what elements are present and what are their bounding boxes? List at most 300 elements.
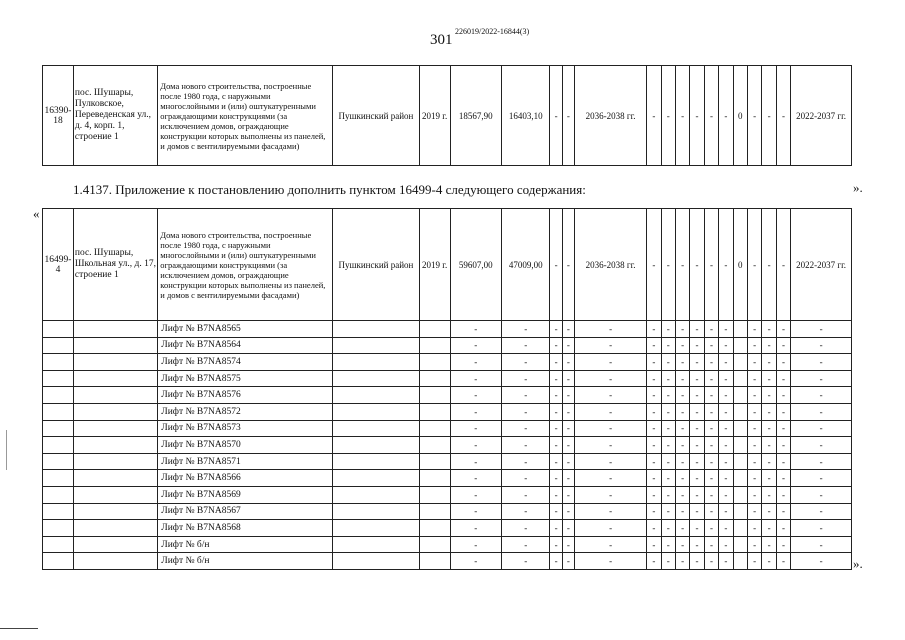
dash-cell: - xyxy=(647,209,661,321)
dash-cell: - xyxy=(675,387,689,404)
dash-cell: - xyxy=(661,520,675,537)
table-row xyxy=(43,536,852,553)
empty-cell xyxy=(43,403,74,420)
lift-label: Лифт № B7NA8576 xyxy=(158,387,333,404)
dash-cell: - xyxy=(791,370,852,387)
empty-cell xyxy=(43,486,74,503)
empty-cell xyxy=(73,420,157,437)
empty-cell xyxy=(43,437,74,454)
dash-cell: - xyxy=(675,337,689,354)
dash-cell: - xyxy=(690,370,704,387)
dash-cell: - xyxy=(791,470,852,487)
dash-cell: - xyxy=(661,209,675,321)
dash-cell: - xyxy=(762,354,776,371)
empty-cell xyxy=(73,437,157,454)
dash-cell: - xyxy=(562,209,574,321)
empty-cell xyxy=(419,403,450,420)
empty-cell xyxy=(333,387,419,404)
dash-cell: - xyxy=(675,503,689,520)
empty-cell xyxy=(733,420,747,437)
dash-cell: - xyxy=(562,337,574,354)
dash-cell: - xyxy=(502,470,550,487)
entry-range: 2022-2037 гг. xyxy=(791,209,852,321)
empty-cell xyxy=(43,420,74,437)
dash-cell: - xyxy=(502,553,550,570)
page-number: 301 xyxy=(430,32,453,48)
empty-cell xyxy=(73,337,157,354)
dash-cell: - xyxy=(776,420,790,437)
dash-cell: - xyxy=(704,354,718,371)
dash-cell: - xyxy=(450,503,501,520)
lift-label: Лифт № B7NA8575 xyxy=(158,370,333,387)
dash-cell: - xyxy=(502,337,550,354)
dash-cell: - xyxy=(719,321,733,338)
empty-cell xyxy=(43,553,74,570)
dash-cell: - xyxy=(661,437,675,454)
dash-cell: - xyxy=(675,420,689,437)
table-row xyxy=(43,453,852,470)
dash-cell: - xyxy=(550,486,562,503)
table-row xyxy=(43,370,852,387)
dash-cell: - xyxy=(690,337,704,354)
dash-cell: - xyxy=(776,321,790,338)
table-row xyxy=(43,403,852,420)
dash-cell: - xyxy=(550,387,562,404)
empty-cell xyxy=(733,553,747,570)
empty-cell xyxy=(43,503,74,520)
dash-cell: - xyxy=(562,470,574,487)
empty-cell xyxy=(73,470,157,487)
dash-cell: - xyxy=(450,470,501,487)
dash-cell: - xyxy=(704,209,718,321)
table-row xyxy=(43,387,852,404)
empty-cell xyxy=(73,520,157,537)
dash-cell: - xyxy=(776,387,790,404)
dash-cell: - xyxy=(791,403,852,420)
empty-cell xyxy=(733,453,747,470)
dash-cell: - xyxy=(719,453,733,470)
dash-cell: - xyxy=(502,420,550,437)
dash-cell: - xyxy=(762,209,776,321)
dash-cell: - xyxy=(719,66,733,166)
empty-cell xyxy=(73,453,157,470)
dash-cell: - xyxy=(762,486,776,503)
dash-cell: - xyxy=(704,337,718,354)
dash-cell: - xyxy=(690,403,704,420)
lift-label: Лифт № B7NA8572 xyxy=(158,403,333,420)
empty-cell xyxy=(43,370,74,387)
dash-cell: - xyxy=(661,387,675,404)
dash-cell: - xyxy=(690,387,704,404)
dash-cell: - xyxy=(719,536,733,553)
dash-cell: - xyxy=(791,337,852,354)
dash-cell: - xyxy=(704,470,718,487)
empty-cell xyxy=(43,470,74,487)
dash-cell: - xyxy=(562,453,574,470)
table-row xyxy=(43,354,852,371)
empty-cell xyxy=(333,520,419,537)
dash-cell: - xyxy=(675,536,689,553)
empty-cell xyxy=(419,453,450,470)
empty-cell xyxy=(73,387,157,404)
entry-year: 2019 г. xyxy=(419,66,450,166)
empty-cell xyxy=(733,503,747,520)
dash-cell: - xyxy=(450,354,501,371)
dash-cell: - xyxy=(647,370,661,387)
dash-cell: - xyxy=(502,354,550,371)
closing-quote: ». xyxy=(853,180,863,195)
dash-cell: - xyxy=(575,470,647,487)
dash-cell: - xyxy=(791,503,852,520)
dash-cell: - xyxy=(719,209,733,321)
dash-cell: - xyxy=(675,321,689,338)
dash-cell: - xyxy=(791,437,852,454)
lift-label: Лифт № B7NA8567 xyxy=(158,503,333,520)
empty-cell xyxy=(419,470,450,487)
dash-cell: - xyxy=(776,403,790,420)
dash-cell: - xyxy=(747,337,761,354)
dash-cell: - xyxy=(450,453,501,470)
empty-cell xyxy=(733,437,747,454)
empty-cell xyxy=(733,470,747,487)
dash-cell: - xyxy=(450,403,501,420)
empty-cell xyxy=(733,520,747,537)
empty-cell xyxy=(419,321,450,338)
lift-label: Лифт № B7NA8566 xyxy=(158,470,333,487)
table-row xyxy=(43,437,852,454)
dash-cell: - xyxy=(690,209,704,321)
dash-cell: - xyxy=(562,503,574,520)
empty-cell xyxy=(733,370,747,387)
dash-cell: - xyxy=(675,66,689,166)
dash-cell: - xyxy=(776,370,790,387)
dash-cell: - xyxy=(550,370,562,387)
table-entry-16390-18 xyxy=(42,65,852,166)
paragraph-text: 1.4137. Приложение к постановлению дополнить пунктом 16499-4 следующего содержания: xyxy=(73,182,586,197)
empty-cell xyxy=(73,536,157,553)
dash-cell: - xyxy=(690,66,704,166)
entry-area-living: 47009,00 xyxy=(502,209,550,321)
dash-cell: - xyxy=(704,553,718,570)
dash-cell: - xyxy=(661,553,675,570)
dash-cell: - xyxy=(502,503,550,520)
empty-cell xyxy=(419,370,450,387)
dash-cell: - xyxy=(647,453,661,470)
lift-label: Лифт № B7NA8564 xyxy=(158,337,333,354)
dash-cell: - xyxy=(762,403,776,420)
dash-cell: - xyxy=(762,553,776,570)
empty-cell xyxy=(333,321,419,338)
dash-cell: - xyxy=(661,337,675,354)
empty-cell xyxy=(333,420,419,437)
dash-cell: - xyxy=(704,503,718,520)
dash-cell: - xyxy=(704,66,718,166)
table-row xyxy=(43,503,852,520)
dash-cell: - xyxy=(791,321,852,338)
dash-cell: - xyxy=(562,486,574,503)
dash-cell: - xyxy=(450,337,501,354)
empty-cell xyxy=(73,503,157,520)
table-row xyxy=(43,337,852,354)
empty-cell xyxy=(43,520,74,537)
dash-cell: - xyxy=(502,453,550,470)
empty-cell xyxy=(333,337,419,354)
dash-cell: - xyxy=(647,354,661,371)
dash-cell: - xyxy=(704,536,718,553)
dash-cell: - xyxy=(502,437,550,454)
empty-cell xyxy=(43,536,74,553)
dash-cell: - xyxy=(776,520,790,537)
empty-cell xyxy=(73,553,157,570)
empty-cell xyxy=(333,437,419,454)
dash-cell: - xyxy=(704,453,718,470)
dash-cell: - xyxy=(719,337,733,354)
empty-cell xyxy=(419,503,450,520)
dash-cell: - xyxy=(675,553,689,570)
dash-cell: - xyxy=(675,520,689,537)
empty-cell xyxy=(43,387,74,404)
dash-cell: - xyxy=(762,470,776,487)
empty-cell xyxy=(333,503,419,520)
dash-cell: - xyxy=(661,503,675,520)
dash-cell: - xyxy=(791,486,852,503)
empty-cell xyxy=(73,370,157,387)
lift-label: Лифт № B7NA8571 xyxy=(158,453,333,470)
empty-cell xyxy=(733,387,747,404)
dash-cell: - xyxy=(502,387,550,404)
dash-cell: - xyxy=(747,437,761,454)
empty-cell xyxy=(419,553,450,570)
empty-cell xyxy=(73,354,157,371)
dash-cell: - xyxy=(550,520,562,537)
empty-cell xyxy=(43,321,74,338)
dash-cell: - xyxy=(791,536,852,553)
dash-cell: - xyxy=(562,403,574,420)
dash-cell: - xyxy=(550,453,562,470)
dash-cell: - xyxy=(762,453,776,470)
lift-label: Лифт № B7NA8568 xyxy=(158,520,333,537)
dash-cell: - xyxy=(550,337,562,354)
dash-cell: - xyxy=(747,470,761,487)
dash-cell: - xyxy=(704,486,718,503)
dash-cell: - xyxy=(675,437,689,454)
dash-cell: - xyxy=(647,66,661,166)
dash-cell: - xyxy=(719,520,733,537)
dash-cell: - xyxy=(575,437,647,454)
dash-cell: - xyxy=(791,553,852,570)
dash-cell: - xyxy=(450,370,501,387)
entry-description: Дома нового строительства, построенные после 1980 года, с наружными многослойными и (или) оштукатуренными ограждающими конструкциями (за исключением домов, ограждающие конструкции которых выполнены из панелей, и домов с вентилируемыми фасадами) xyxy=(158,209,333,321)
dash-cell: - xyxy=(776,503,790,520)
dash-cell: - xyxy=(550,470,562,487)
table-entry-16499-4 xyxy=(42,208,852,570)
table-row xyxy=(43,470,852,487)
dash-cell: - xyxy=(791,354,852,371)
table-row xyxy=(43,321,852,338)
dash-cell: - xyxy=(575,503,647,520)
dash-cell: - xyxy=(675,403,689,420)
empty-cell xyxy=(73,403,157,420)
dash-cell: - xyxy=(776,453,790,470)
dash-cell: - xyxy=(450,437,501,454)
entry-area-total: 18567,90 xyxy=(450,66,501,166)
dash-cell: - xyxy=(776,470,790,487)
empty-cell xyxy=(419,520,450,537)
empty-cell xyxy=(73,321,157,338)
dash-cell: - xyxy=(704,420,718,437)
dash-cell: - xyxy=(690,437,704,454)
dash-cell: - xyxy=(762,66,776,166)
empty-cell xyxy=(333,486,419,503)
empty-cell xyxy=(333,553,419,570)
empty-cell xyxy=(733,486,747,503)
dash-cell: - xyxy=(690,321,704,338)
empty-cell xyxy=(419,354,450,371)
dash-cell: - xyxy=(690,520,704,537)
dash-cell: - xyxy=(647,486,661,503)
dash-cell: - xyxy=(762,337,776,354)
dash-cell: - xyxy=(690,486,704,503)
empty-cell xyxy=(43,354,74,371)
dash-cell: - xyxy=(704,370,718,387)
dash-cell: - xyxy=(575,553,647,570)
dash-cell: - xyxy=(719,470,733,487)
entry-area-living: 16403,10 xyxy=(502,66,550,166)
dash-cell: - xyxy=(747,370,761,387)
dash-cell: - xyxy=(719,370,733,387)
dash-cell: - xyxy=(450,486,501,503)
dash-cell: - xyxy=(550,321,562,338)
dash-cell: - xyxy=(719,403,733,420)
dash-cell: - xyxy=(575,337,647,354)
table-row xyxy=(43,486,852,503)
dash-cell: - xyxy=(791,520,852,537)
empty-cell xyxy=(733,403,747,420)
dash-cell: - xyxy=(661,354,675,371)
empty-cell xyxy=(419,437,450,454)
dash-cell: - xyxy=(690,553,704,570)
scan-mark xyxy=(6,430,7,470)
dash-cell: - xyxy=(575,453,647,470)
entry-year: 2019 г. xyxy=(419,209,450,321)
dash-cell: - xyxy=(704,403,718,420)
dash-cell: - xyxy=(719,486,733,503)
dash-cell: - xyxy=(661,536,675,553)
dash-cell: - xyxy=(661,321,675,338)
dash-cell: - xyxy=(550,354,562,371)
dash-cell: - xyxy=(502,520,550,537)
entry-area-total: 59607,00 xyxy=(450,209,501,321)
dash-cell: - xyxy=(550,437,562,454)
empty-cell xyxy=(419,387,450,404)
dash-cell: - xyxy=(550,553,562,570)
dash-cell: - xyxy=(647,520,661,537)
dash-cell: - xyxy=(647,321,661,338)
dash-cell: - xyxy=(675,354,689,371)
dash-cell: - xyxy=(791,453,852,470)
dash-cell: - xyxy=(647,553,661,570)
dash-cell: - xyxy=(690,420,704,437)
dash-cell: - xyxy=(690,453,704,470)
dash-cell: - xyxy=(661,403,675,420)
dash-cell: - xyxy=(762,520,776,537)
dash-cell: - xyxy=(502,403,550,420)
lift-label: Лифт № B7NA8565 xyxy=(158,321,333,338)
dash-cell: - xyxy=(575,536,647,553)
empty-cell xyxy=(333,354,419,371)
dash-cell: - xyxy=(647,420,661,437)
dash-cell: - xyxy=(791,387,852,404)
dash-cell: - xyxy=(575,520,647,537)
entry-description: Дома нового строительства, построенные после 1980 года, с наружными многослойными и (или) оштукатуренными ограждающими конструкциями (за исключением домов, ограждающие конструкции которых выполнены из панелей, и домов с вентилируемыми фасадами) xyxy=(158,66,333,166)
dash-cell: - xyxy=(450,321,501,338)
dash-cell: - xyxy=(647,387,661,404)
dash-cell: - xyxy=(562,66,574,166)
dash-cell: - xyxy=(762,420,776,437)
dash-cell: - xyxy=(575,387,647,404)
dash-cell: - xyxy=(747,520,761,537)
dash-cell: - xyxy=(502,321,550,338)
dash-cell: - xyxy=(776,354,790,371)
dash-cell: - xyxy=(562,553,574,570)
dash-cell: - xyxy=(762,536,776,553)
dash-cell: - xyxy=(450,520,501,537)
entry-district: Пушкинский район xyxy=(333,66,419,166)
dash-cell: - xyxy=(719,420,733,437)
closing-quote-2: ». xyxy=(853,556,863,571)
dash-cell: - xyxy=(647,337,661,354)
dash-cell: - xyxy=(550,503,562,520)
dash-cell: - xyxy=(562,354,574,371)
dash-cell: - xyxy=(647,470,661,487)
dash-cell: - xyxy=(450,387,501,404)
dash-cell: - xyxy=(562,536,574,553)
dash-cell: - xyxy=(550,403,562,420)
empty-cell xyxy=(333,453,419,470)
scan-mark xyxy=(0,628,38,629)
dash-cell: - xyxy=(747,486,761,503)
entry-zero: 0 xyxy=(733,66,747,166)
dash-cell: - xyxy=(776,486,790,503)
entry-address: пос. Шушары, Пулковское, Переведенская ул., д. 4, корп. 1, строение 1 xyxy=(73,66,157,166)
dash-cell: - xyxy=(776,337,790,354)
dash-cell: - xyxy=(747,387,761,404)
empty-cell xyxy=(733,337,747,354)
dash-cell: - xyxy=(661,453,675,470)
empty-cell xyxy=(43,337,74,354)
dash-cell: - xyxy=(704,387,718,404)
empty-cell xyxy=(419,486,450,503)
dash-cell: - xyxy=(502,536,550,553)
dash-cell: - xyxy=(747,321,761,338)
entry-district: Пушкинский район xyxy=(333,209,419,321)
dash-cell: - xyxy=(675,486,689,503)
entry-range: 2022-2037 гг. xyxy=(791,66,852,166)
dash-cell: - xyxy=(704,437,718,454)
empty-cell xyxy=(333,403,419,420)
dash-cell: - xyxy=(747,453,761,470)
dash-cell: - xyxy=(762,370,776,387)
dash-cell: - xyxy=(661,486,675,503)
dash-cell: - xyxy=(719,354,733,371)
dash-cell: - xyxy=(762,387,776,404)
opening-quote: « xyxy=(33,206,40,221)
dash-cell: - xyxy=(562,370,574,387)
empty-cell xyxy=(419,420,450,437)
dash-cell: - xyxy=(747,536,761,553)
dash-cell: - xyxy=(719,553,733,570)
dash-cell: - xyxy=(791,420,852,437)
